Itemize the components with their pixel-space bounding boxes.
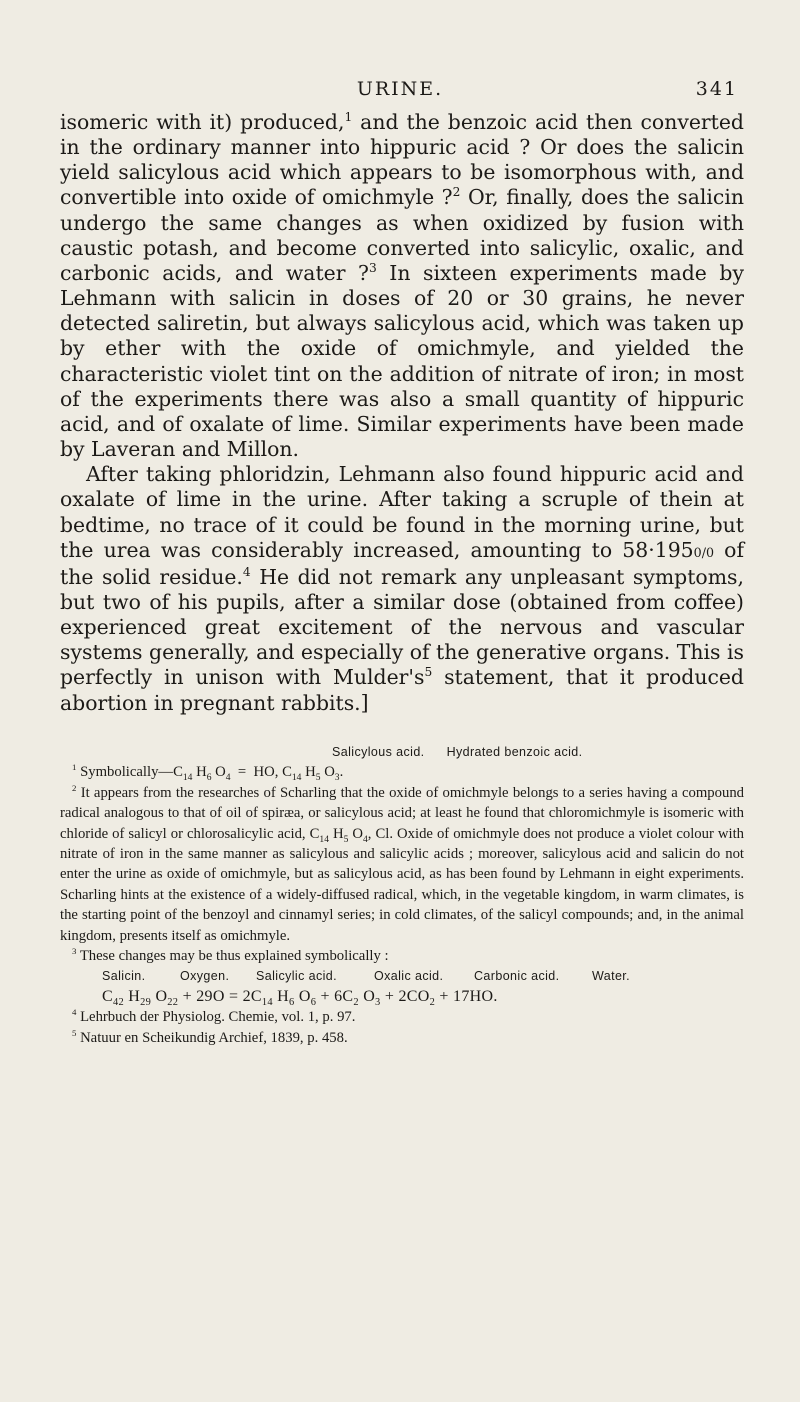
- footnote-ref-3[interactable]: 3: [368, 261, 377, 276]
- caption-hydrated-benzoic-acid: Hydrated benzoic acid.: [446, 745, 583, 759]
- caption-salicin: Salicin.: [102, 969, 146, 984]
- footnote-mark-3: 3: [72, 946, 77, 957]
- footnote-5: $^5$ Natuur en Scheikundig Archief, 1839, p. 458.: [72, 1027, 348, 1046]
- page-title: URINE.: [356, 78, 444, 100]
- caption-salicylous-acid: Salicylous acid.: [332, 745, 425, 759]
- footnote-2: $^2$ It appears from the researches of Scharling that the oxide of omichmyle belongs to a series having a compound radical analogous to that of oil of spiræa, or salicylous acid; at least he found that chloromichmyle is isomeric with chloride of salicyl or chlorosalicylic acid, $C_{14}$ $H_5$ $O_4$, Cl. Oxide of omichmyle does not produce a violet colour with nitrate of iron in the same manner as salicylous and salicylic acids ; moreover, salicylous acid and salicin do not enter the urine as oxide of omichmyle, but as salicylous acid, as has been found by Lehmann in eight experiments. Scharling hints at the existence of a widely-diffused radical, which, in the vegetable kingdom, in warm climates, is the starting point of the benzoyl and cinnamyl series; in cold climates, of the salicyl compounds; and, in the animal kingdom, presents itself as omichmyle.: [60, 782, 745, 944]
- footnotes: [60, 742, 744, 1048]
- footnote-4: $^4$ Lehrbuch der Physiolog. Chemie, vol. 1, p. 97.: [72, 1007, 356, 1026]
- caption-oxygen: Oxygen.: [180, 969, 230, 984]
- equation-captions: [60, 966, 744, 986]
- caption-carbonic-acid: Carbonic acid.: [474, 969, 560, 984]
- footnote-mark-1: 1: [72, 762, 77, 773]
- page-number: 341: [695, 78, 738, 100]
- paragraph-1: isomeric with it) produced,$^1$ and the benzoic acid then converted in the ordinary manner into hippuric acid ? Or does the salicin yield salicylous acid which appears to be isomorphous with, and convertible into oxide of omichmyle ?$^2$ Or, finally, does the salicin undergo the same changes as when oxidized by fusion with caustic potash, and become converted into salicylic, oxalic, and carbonic acids, and water ?$^3$ In sixteen experiments made by Lehmann with salicin in doses of 20 or 30 grains, he never detected saliretin, but always salicylous acid, which was taken up by ether with the oxide of omichmyle, and yielded the characteristic violet tint on the addition of nitrate of iron; in most of the experiments there was also a small quantity of hippuric acid, and of oxalate of lime. Similar experiments have been made by Laveran and Millon.: [60, 110, 745, 462]
- caption-salicylic-acid: Salicylic acid.: [256, 969, 338, 984]
- percent-sign: 0/0: [693, 544, 714, 560]
- footnote-ref-4[interactable]: 4: [242, 565, 251, 580]
- footnote-ref-2[interactable]: 2: [452, 185, 461, 200]
- footnote-1-captions: [60, 742, 744, 762]
- paragraph-2: After taking phloridzin, Lehmann also found hippuric acid and oxalate of lime in the urine. After taking a scruple of thein at bedtime, no trace of it could be found in the morning urine, but the urea was considerably increased, amounting to 58·1950/0 of the solid residue.$^4$ He did not remark any unpleasant symptoms, but two of his pupils, after a similar dose (obtained from coffee) experienced great excitement of the nervous and vascular systems generally, and especially of the generative organs. This is perfectly in unison with $Mulder's^5$ statement, that it produced abortion in pregnant rabbits.]: [60, 462, 744, 715]
- main-text: [60, 110, 744, 716]
- footnote-3: $^3$ These changes may be thus explained symbolically :: [72, 946, 389, 965]
- footnote-ref-5[interactable]: 5: [424, 665, 433, 680]
- footnote-ref-1[interactable]: 1: [344, 110, 353, 125]
- footnote-mark-4: 4: [72, 1007, 77, 1018]
- caption-water: Water.: [592, 969, 631, 984]
- footnote-mark-2: 2: [72, 782, 77, 793]
- chemical-equation: $C_{42}$ $H_{29}$ $O_{22} + 29O = 2C_{14}$ $H_6$ $O_6 + 6C_2$ $O_3 + 2CO_2 + 17HO$.: [102, 987, 498, 1009]
- caption-oxalic-acid: Oxalic acid.: [374, 969, 444, 984]
- footnote-1: $^1$ $Symbolically—C_{14}$ $H_6$ $O_4$ = HO, $C_{14}$ $H_5$ $O_3$.: [72, 762, 344, 784]
- footnote-mark-5: 5: [72, 1027, 77, 1038]
